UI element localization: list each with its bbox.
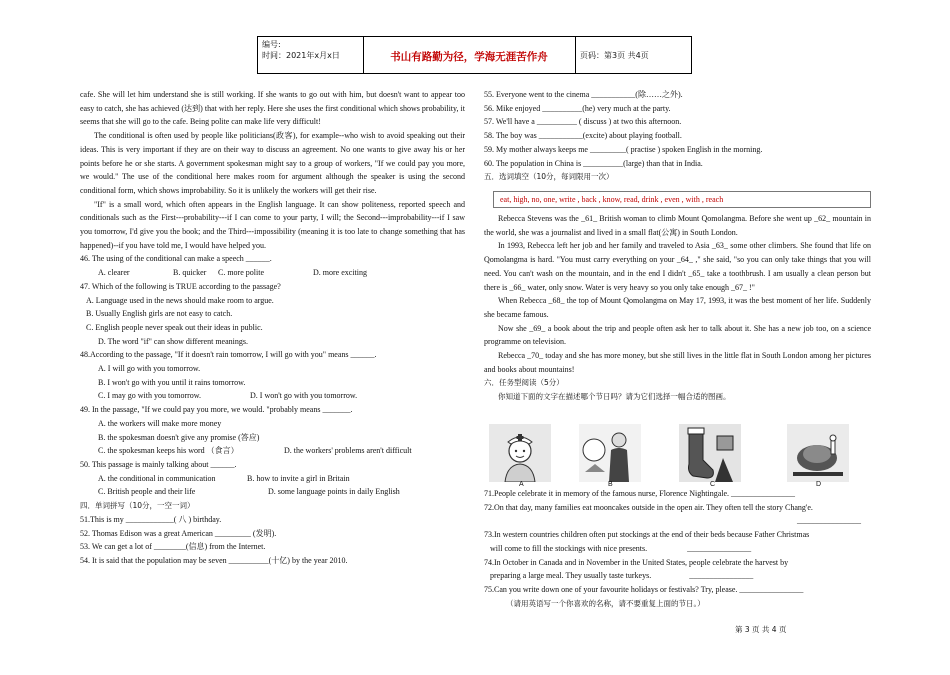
option: D. more exciting (313, 268, 367, 278)
number-label: 编号: (262, 40, 281, 49)
question-75: 75.Can you write down one of your favourite holidays or festivals? Try, please. ________________ (484, 584, 804, 594)
section-intro: 你知道下面的文字在描述哪个节日吗？请为它们选择一幅合适的图画。 (498, 392, 731, 402)
turkey-picture (787, 424, 849, 484)
option: D. I won't go with you tomorrow. (250, 391, 358, 401)
option: D. some language points in daily English (268, 487, 400, 497)
section-heading: 六．任务型阅读（5分） (484, 378, 564, 388)
story-paragraph: Rebecca Stevens was the _61_ British woman to climb Mount Qomolangma. Before she went up _62_ mountain in the world, she was a journalist and lived in a small flat(公寓) in South London. (484, 214, 871, 237)
moon-festival-picture (579, 424, 641, 484)
section-heading: 五．选词填空（10分，每词限用一次） (484, 172, 614, 182)
option: B. quicker (173, 268, 207, 278)
question-72-blank: ________________ (797, 516, 861, 526)
option: B. I won't go with you until it rains tomorrow. (98, 377, 246, 387)
word-bank: eat, high, no, one, write , back , know, read, drink , even , with , reach (493, 191, 871, 208)
option: C. I may go with you tomorrow. (98, 391, 202, 401)
option: A. Language used in the news should make room to argue. (86, 295, 274, 305)
story-paragraph: Rebecca _70_ today and she has more money, but she still lives in the little flat in South London among her pictures and books about mountains! (484, 351, 871, 374)
question-57: 57. We'll have a __________ ( discuss ) at two this afternoon. (484, 117, 682, 127)
question-50-options-ab (80, 472, 465, 486)
question-71: 71.People celebrate it in memory of the famous nurse, Florence Nightingale. ________________ (484, 489, 796, 498)
question-50: 50. This passage is mainly talking about ______. (80, 459, 237, 469)
story-paragraph: Now she _69_ a book about the trip and people often ask her to talk about it. She has a new job too, on a science programme on television. (484, 323, 871, 347)
picture-label-a: A (519, 481, 524, 488)
question-46-options (80, 266, 465, 280)
passage-paragraph: The conditional is often used by people like politicians(政客), for example--who wish to avoid speaking out their ideas. This is very important if they are on their way to discuss an agreement. No one wants to give away his or her points before he or she starts. A government spokesman might say to a group of workers, "If we could pay you more, we would." The use of the conditional here makes room for argument although the speaker is using the second conditional form, which shows improbability. So it is unlikely the workers will get their rise. (80, 131, 465, 195)
question-73-cont (484, 542, 871, 556)
option: A. I will go with you tomorrow. (98, 364, 201, 374)
option: D. The word "if" can show different meanings. (98, 336, 248, 346)
page-footer: 第 3 页 共 4 页 (735, 625, 787, 634)
question-49: 49. In the passage, "If we could pay you more, we would. "probably means _______. (80, 405, 353, 415)
task-questions (484, 487, 871, 610)
question-72: 72.On that day, many families eat mooncakes outside in the open air. They often tell the story Chang'e. (484, 502, 813, 512)
option: B. Usually English girls are not easy to catch. (86, 309, 233, 319)
story-paragraph: In 1993, Rebecca left her job and her family and traveled to Asia _63_ some other climbers. She found that life on Qomolangma is hard. "You must carry everything on your _64_ ," she said, "so you can only take things that you will need. You can't wash on the mountain, and in the end I didn't _65_ take a toothbrush. I am usually a clean person but there is _66_ water, only snow. Water is very heavy so you only take enough _67_ !" (484, 241, 871, 292)
question-74-blank: ________________ (689, 571, 754, 581)
header-divider (575, 36, 576, 74)
stocking-picture (679, 424, 741, 484)
question-50-options-cd (80, 485, 465, 499)
question-75-note: （请用英语写一个你喜欢的名称，请不要重复上面的节日。） (506, 598, 705, 608)
time-label: 时间：2021年x月x日 (262, 51, 340, 60)
question-60: 60. The population in China is __________(large) than that in India. (484, 158, 703, 168)
question-73-text: will come to fill the stockings with nice presents. (490, 543, 648, 553)
option: A. the workers will make more money (98, 418, 222, 428)
option: B. the spokesman doesn't give any promise (答应) (98, 432, 260, 442)
option: D. the workers' problems aren't difficult (284, 446, 412, 456)
right-column (484, 88, 871, 184)
picture-label-b: B (608, 481, 613, 488)
section-heading: 四．单词拼写（10分，一空一词） (80, 501, 195, 511)
question-58: 58. The boy was ___________(excite) about playing football. (484, 131, 682, 141)
question-55: 55. Everyone went to the cinema ___________(除……之外). (484, 90, 683, 99)
question-54: 54. It is said that the population may be seven __________(十亿) by the year 2010. (80, 555, 348, 565)
option: C. British people and their life (98, 487, 196, 497)
question-46: 46. The using of the conditional can make a speech ______. (80, 254, 272, 264)
header-motto: 书山有路勤为径，学海无涯苦作舟 (390, 51, 548, 63)
option: A. clearer (98, 268, 130, 278)
question-73-blank: ________________ (687, 543, 752, 553)
option: A. the conditional in communication (98, 473, 216, 483)
option: C. the spokesman keeps his word （食言） (98, 446, 239, 456)
question-48: 48.According to the passage, "If it doesn't rain tomorrow, I will go with you" means ______. (80, 350, 377, 360)
option: B. how to invite a girl in Britain (247, 473, 350, 483)
picture-label-d: D (816, 481, 822, 488)
story-paragraph: When Rebecca _68_ the top of Mount Qomolangma on May 17, 1993, it was the best moment of her life. Suddenly she became famous. (484, 296, 871, 319)
question-59: 59. My mother always keeps me _________( practise ) spoken English in the morning. (484, 144, 763, 154)
question-53: 53. We can get a lot of ________(信息) from the Internet. (80, 542, 266, 552)
option: C. more polite (218, 268, 264, 278)
question-73: 73.In western countries children often put stockings at the end of their beds because Father Christmas (484, 530, 810, 540)
passage-paragraph: cafe. She will let him understand she is still working. If she wants to go out with him, but doesn't want to appear too easy to catch, she has achieved (达到) that with her reply. Here she uses the first conditional which shows probability, it seems that she will go to the cafe. Being polite can make life very difficult! (80, 90, 465, 127)
festival-pictures (489, 424, 867, 488)
question-47: 47. Which of the following is TRUE according to the passage? (80, 281, 281, 291)
question-49-options-cd (80, 444, 465, 458)
nurse-picture (489, 424, 551, 484)
question-48-options-cd (80, 389, 465, 403)
question-52: 52. Thomas Edison was a great American _________ (发明). (80, 528, 277, 538)
page-label: 页码：第3页 共4页 (580, 51, 649, 60)
cloze-passage (484, 212, 871, 404)
question-51: 51.This is my ____________( 八 ) birthday. (80, 514, 222, 524)
picture-label-c: C (710, 481, 716, 488)
question-74-text: preparing a large meal. They usually taste turkeys. (490, 571, 652, 581)
option: C. English people never speak out their ideas in public. (86, 322, 263, 332)
question-74-cont (484, 569, 871, 583)
question-74: 74.In October in Canada and in November in the United States, people celebrate the harvest by (484, 557, 789, 567)
question-56: 56. Mike enjoyed __________(he) very much at the party. (484, 103, 671, 113)
passage-paragraph: "If" is a small word, which often appears in the English language. It can show politeness, reported speech and conditionals such as the First---probability---if I can come to your party, I will; the Second---improbability---if I saw you tomorrow, I'd give you the book; and the Third---impossibility (meaning it is too late to change something that has happened)--if you have told me, I would have helped you. (80, 199, 465, 250)
left-column (80, 88, 465, 568)
